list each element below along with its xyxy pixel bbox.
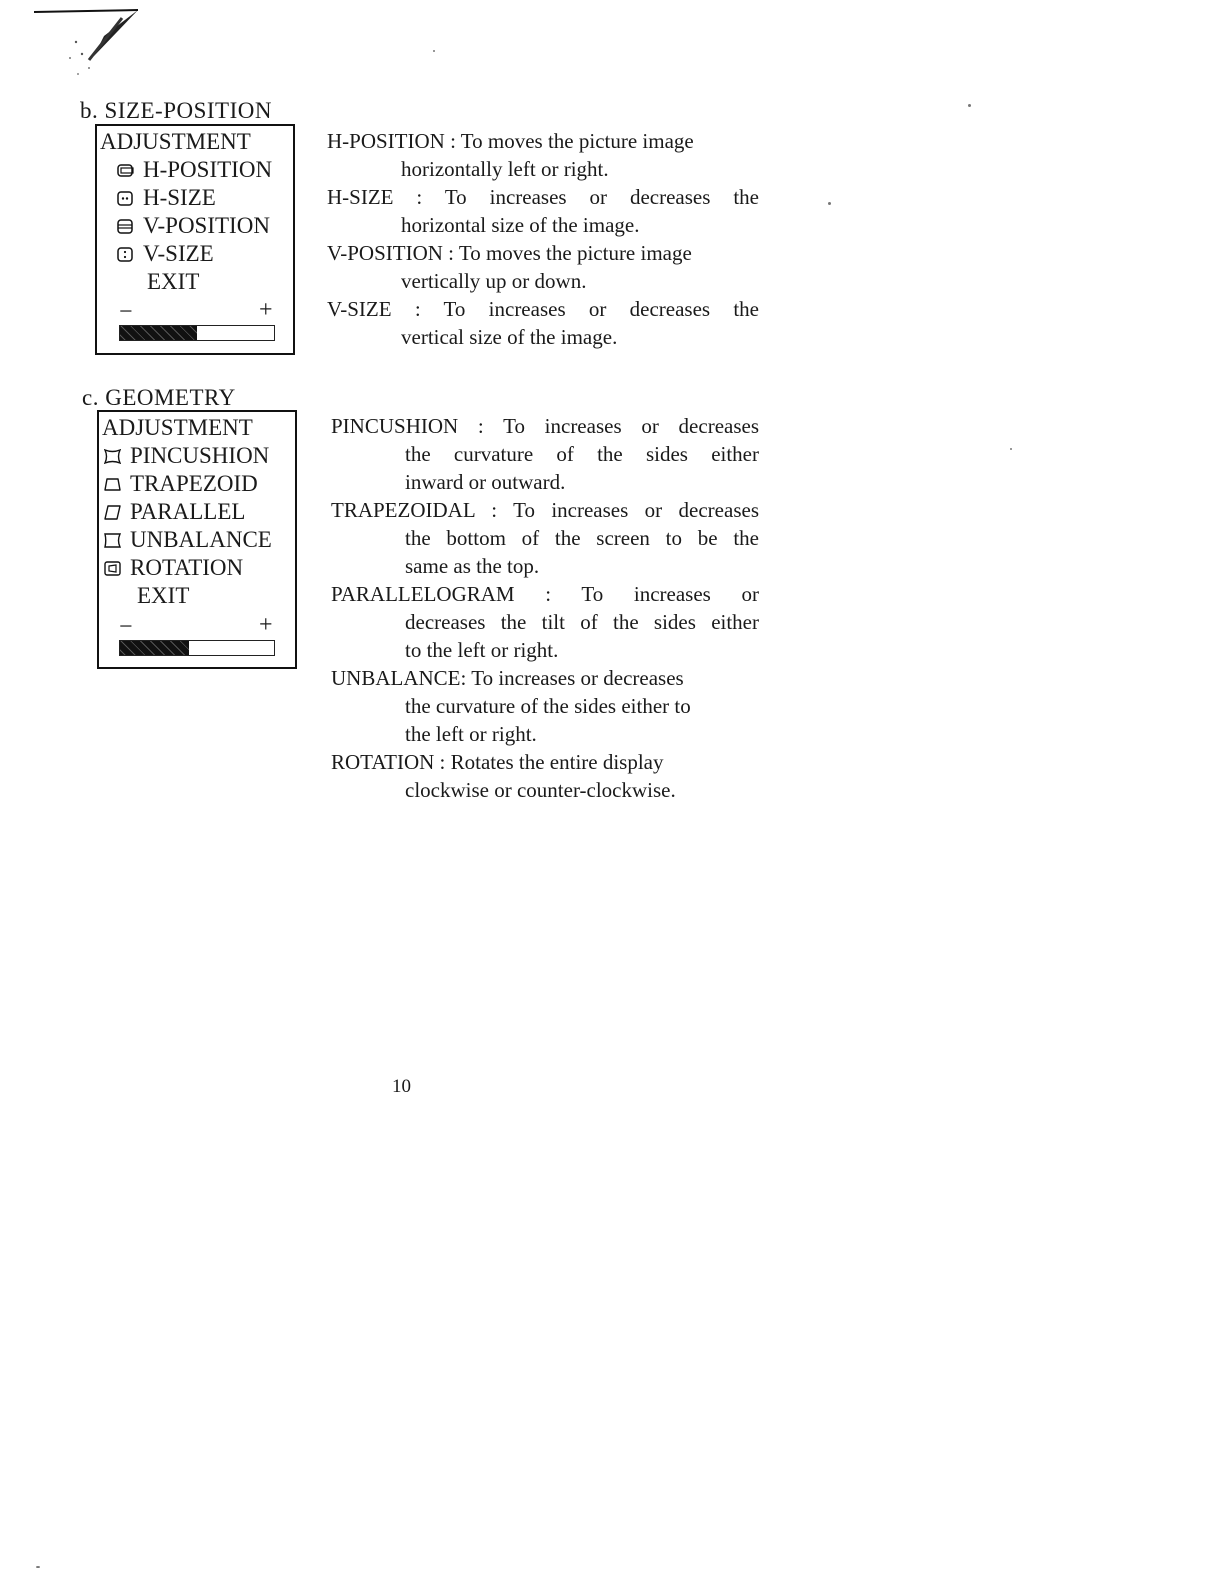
menu-item-exit: EXIT bbox=[147, 269, 200, 294]
section-title-size-position: b. SIZE-POSITION bbox=[80, 98, 272, 123]
description-entry-v-position bbox=[327, 239, 759, 295]
corner-mark-icon bbox=[34, 6, 144, 86]
menu-item-label: TRAPEZOID bbox=[130, 471, 258, 496]
menu-item-h-position bbox=[117, 156, 272, 184]
menu-item-label: UNBALANCE bbox=[130, 527, 272, 552]
description-entry-pincushion bbox=[331, 412, 759, 496]
description-list-size-position bbox=[327, 127, 759, 351]
scan-speck bbox=[1010, 448, 1012, 450]
description-continuation-line: the curvature of the sides either to bbox=[405, 694, 691, 718]
description-entry-v-size bbox=[327, 295, 759, 351]
rotation-icon bbox=[104, 561, 121, 576]
menu-item-v-size bbox=[117, 240, 214, 268]
description-continuation-line: inward or outward. bbox=[405, 470, 566, 494]
osd-menu-header: ADJUSTMENT bbox=[100, 129, 251, 154]
osd-menu-size-position bbox=[95, 124, 295, 355]
menu-item-label: PINCUSHION bbox=[130, 443, 270, 468]
description-entry-h-size bbox=[327, 183, 759, 239]
plus-icon: + bbox=[259, 297, 273, 323]
description-entry-trapezoidal bbox=[331, 496, 759, 580]
trapezoid-icon bbox=[104, 477, 121, 492]
description-term-line: H-POSITION : To moves the picture image bbox=[327, 129, 694, 153]
description-continuation-line: the left or right. bbox=[405, 722, 537, 746]
menu-item-label: PARALLEL bbox=[130, 499, 246, 524]
menu-item-exit: EXIT bbox=[137, 583, 190, 608]
parallel-icon bbox=[104, 505, 121, 520]
menu-item-label: V-SIZE bbox=[143, 241, 214, 266]
scan-speck bbox=[433, 50, 435, 52]
description-term-line: ROTATION : Rotates the entire display bbox=[331, 750, 664, 774]
h-position-icon bbox=[117, 163, 134, 178]
menu-item-trapezoid bbox=[104, 470, 258, 498]
pincushion-icon bbox=[104, 449, 121, 464]
menu-item-parallel bbox=[104, 498, 245, 526]
menu-item-h-size bbox=[117, 184, 216, 212]
description-continuation-line: the curvature of the sides either bbox=[405, 442, 759, 466]
description-list-geometry bbox=[331, 412, 759, 804]
menu-item-v-position bbox=[117, 212, 270, 240]
description-continuation-line: same as the top. bbox=[405, 554, 540, 578]
description-term-line: V-SIZE : To increases or decreases the bbox=[327, 297, 759, 321]
menu-item-label: H-POSITION bbox=[143, 157, 273, 182]
menu-item-label: V-POSITION bbox=[143, 213, 270, 238]
description-term-line: V-POSITION : To moves the picture image bbox=[327, 241, 692, 265]
minus-icon: − bbox=[119, 614, 133, 640]
description-entry-rotation bbox=[331, 748, 759, 804]
menu-item-rotation bbox=[104, 554, 243, 582]
description-continuation-line: the bottom of the screen to be the bbox=[405, 526, 759, 550]
unbalance-icon bbox=[104, 533, 121, 548]
osd-menu-geometry bbox=[97, 410, 297, 669]
description-term-line: PINCUSHION : To increases or decreases bbox=[331, 414, 759, 438]
section-title-geometry: c. GEOMETRY bbox=[82, 385, 236, 410]
description-term-line: UNBALANCE: To increases or decreases bbox=[331, 666, 684, 690]
description-continuation-line: horizontally left or right. bbox=[401, 157, 609, 181]
v-size-icon bbox=[117, 247, 134, 262]
menu-item-label: ROTATION bbox=[130, 555, 244, 580]
adjustment-slider-fill bbox=[120, 326, 197, 340]
description-continuation-line: to the left or right. bbox=[405, 638, 559, 662]
plus-icon: + bbox=[259, 612, 273, 638]
adjustment-slider-bar bbox=[119, 325, 275, 341]
osd-menu-header: ADJUSTMENT bbox=[102, 415, 253, 440]
adjustment-slider-fill bbox=[120, 641, 189, 655]
description-continuation-line: vertical size of the image. bbox=[401, 325, 618, 349]
page-number: 10 bbox=[392, 1076, 411, 1097]
description-entry-unbalance bbox=[331, 664, 759, 748]
menu-item-pincushion bbox=[104, 442, 269, 470]
adjustment-slider-bar bbox=[119, 640, 275, 656]
scan-speck bbox=[36, 1566, 40, 1568]
scan-speck bbox=[828, 202, 831, 205]
description-term-line: TRAPEZOIDAL : To increases or decreases bbox=[331, 498, 759, 522]
minus-icon: − bbox=[119, 299, 133, 325]
menu-item-label: H-SIZE bbox=[143, 185, 216, 210]
scan-speck bbox=[968, 104, 971, 107]
description-continuation-line: vertically up or down. bbox=[401, 269, 587, 293]
menu-item-unbalance bbox=[104, 526, 272, 554]
description-term-line: H-SIZE : To increases or decreases the bbox=[327, 185, 759, 209]
description-continuation-line: clockwise or counter-clockwise. bbox=[405, 778, 676, 802]
description-term-line: PARALLELOGRAM : To increases or bbox=[331, 582, 759, 606]
description-entry-parallelogram bbox=[331, 580, 759, 664]
description-continuation-line: decreases the tilt of the sides either bbox=[405, 610, 759, 634]
v-position-icon bbox=[117, 219, 134, 234]
h-size-icon bbox=[117, 191, 134, 206]
description-continuation-line: horizontal size of the image. bbox=[401, 213, 640, 237]
description-entry-h-position bbox=[327, 127, 759, 183]
